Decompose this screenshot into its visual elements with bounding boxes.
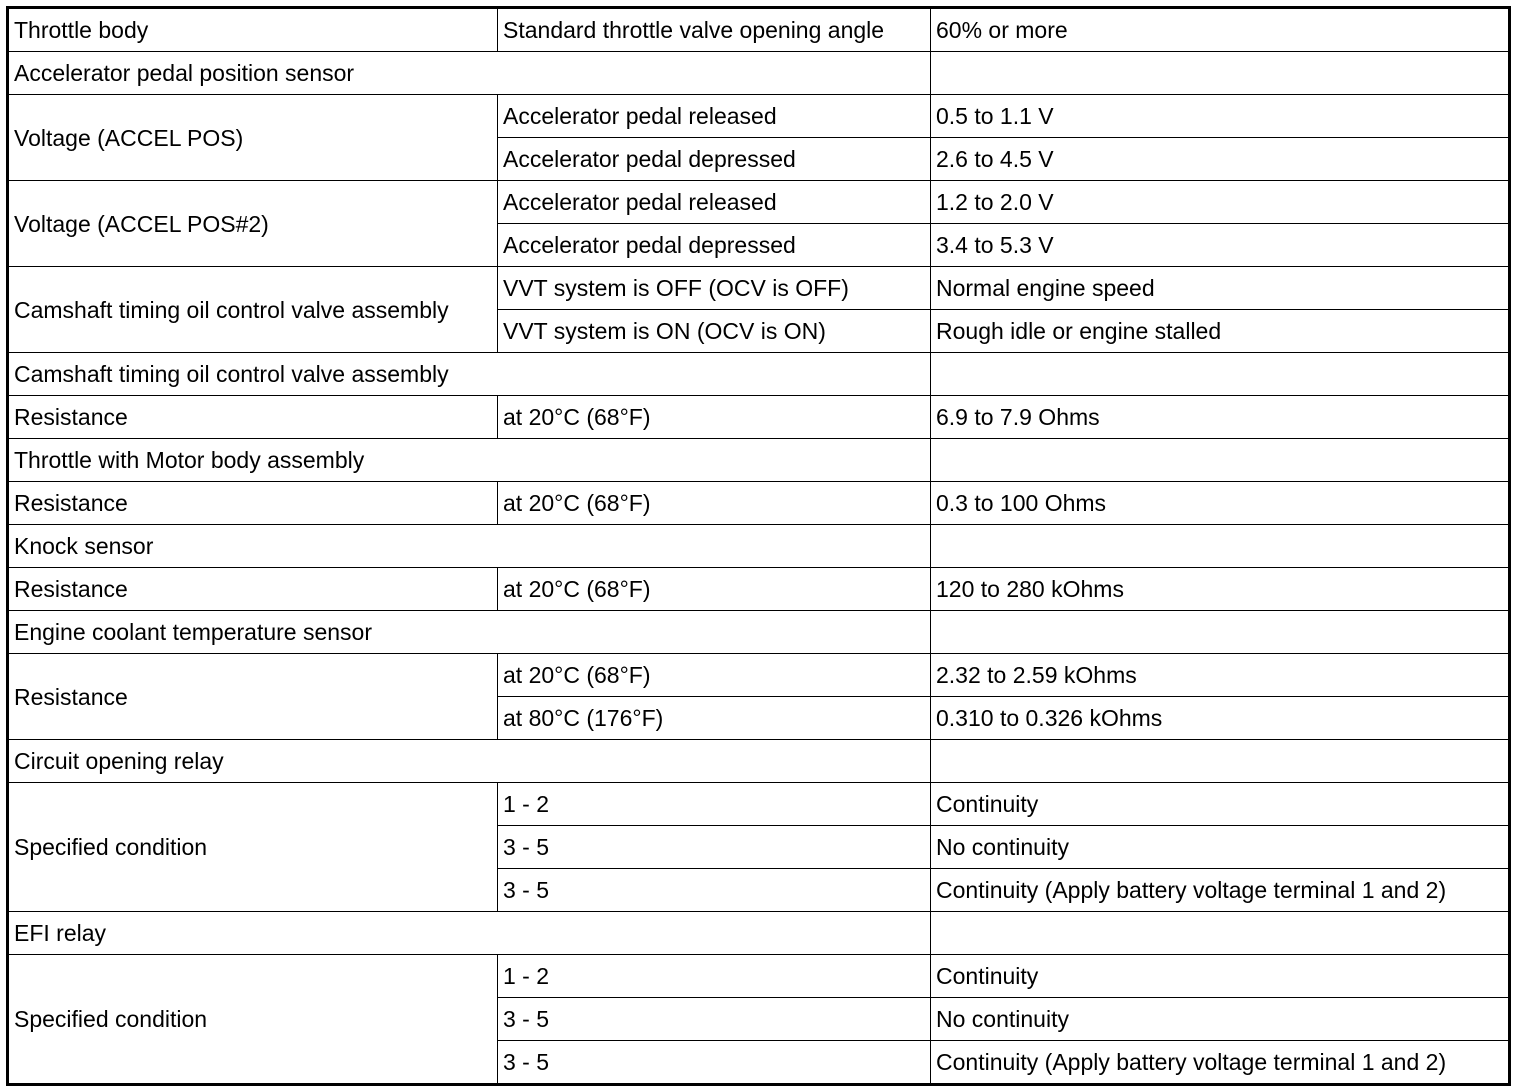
- condition-cell: Accelerator pedal released: [498, 95, 931, 138]
- table-row: [8, 267, 1510, 310]
- section-row: [8, 353, 1510, 396]
- item-name-cell: Resistance: [8, 568, 498, 611]
- value-cell: 3.4 to 5.3 V: [931, 224, 1510, 267]
- table-row: [8, 95, 1510, 138]
- value-cell: 2.6 to 4.5 V: [931, 138, 1510, 181]
- condition-cell: 3 - 5: [498, 1041, 931, 1085]
- condition-cell: 1 - 2: [498, 955, 931, 998]
- section-title-cell: Knock sensor: [8, 525, 931, 568]
- empty-cell: [931, 353, 1510, 396]
- condition-cell: 1 - 2: [498, 783, 931, 826]
- condition-cell: 3 - 5: [498, 826, 931, 869]
- table-row: [8, 8, 1510, 52]
- section-row: [8, 525, 1510, 568]
- value-cell: 0.3 to 100 Ohms: [931, 482, 1510, 525]
- table-row: [8, 181, 1510, 224]
- empty-cell: [931, 525, 1510, 568]
- table-row: [8, 482, 1510, 525]
- empty-cell: [931, 912, 1510, 955]
- condition-cell: Accelerator pedal released: [498, 181, 931, 224]
- table-row: [8, 955, 1510, 998]
- table-row: [8, 568, 1510, 611]
- section-title-cell: EFI relay: [8, 912, 931, 955]
- specification-table: [6, 6, 1511, 1086]
- group-label-cell: Voltage (ACCEL POS): [8, 95, 498, 181]
- item-name-cell: Throttle body: [8, 8, 498, 52]
- group-label-cell: Camshaft timing oil control valve assembly: [8, 267, 498, 353]
- section-row: [8, 912, 1510, 955]
- value-cell: Continuity: [931, 783, 1510, 826]
- item-name-cell: Resistance: [8, 482, 498, 525]
- value-cell: Continuity: [931, 955, 1510, 998]
- section-row: [8, 439, 1510, 482]
- value-cell: 6.9 to 7.9 Ohms: [931, 396, 1510, 439]
- item-name-cell: Resistance: [8, 396, 498, 439]
- section-title-cell: Camshaft timing oil control valve assembly: [8, 353, 931, 396]
- section-title-cell: Throttle with Motor body assembly: [8, 439, 931, 482]
- condition-cell: Accelerator pedal depressed: [498, 138, 931, 181]
- value-cell: No continuity: [931, 826, 1510, 869]
- condition-cell: at 20°C (68°F): [498, 654, 931, 697]
- value-cell: Rough idle or engine stalled: [931, 310, 1510, 353]
- section-row: [8, 740, 1510, 783]
- value-cell: 2.32 to 2.59 kOhms: [931, 654, 1510, 697]
- condition-cell: at 20°C (68°F): [498, 396, 931, 439]
- value-cell: 0.5 to 1.1 V: [931, 95, 1510, 138]
- section-row: [8, 611, 1510, 654]
- section-title-cell: Circuit opening relay: [8, 740, 931, 783]
- value-cell: 1.2 to 2.0 V: [931, 181, 1510, 224]
- group-label-cell: Specified condition: [8, 783, 498, 912]
- table-row: [8, 654, 1510, 697]
- condition-cell: Standard throttle valve opening angle: [498, 8, 931, 52]
- condition-cell: at 20°C (68°F): [498, 568, 931, 611]
- value-cell: 60% or more: [931, 8, 1510, 52]
- group-label-cell: Voltage (ACCEL POS#2): [8, 181, 498, 267]
- empty-cell: [931, 611, 1510, 654]
- condition-cell: VVT system is OFF (OCV is OFF): [498, 267, 931, 310]
- specification-table-body: [8, 8, 1510, 1085]
- group-label-cell: Specified condition: [8, 955, 498, 1085]
- value-cell: Normal engine speed: [931, 267, 1510, 310]
- table-row: [8, 783, 1510, 826]
- condition-cell: at 80°C (176°F): [498, 697, 931, 740]
- condition-cell: VVT system is ON (OCV is ON): [498, 310, 931, 353]
- condition-cell: at 20°C (68°F): [498, 482, 931, 525]
- condition-cell: 3 - 5: [498, 869, 931, 912]
- empty-cell: [931, 439, 1510, 482]
- condition-cell: Accelerator pedal depressed: [498, 224, 931, 267]
- empty-cell: [931, 52, 1510, 95]
- empty-cell: [931, 740, 1510, 783]
- table-row: [8, 396, 1510, 439]
- value-cell: 120 to 280 kOhms: [931, 568, 1510, 611]
- value-cell: 0.310 to 0.326 kOhms: [931, 697, 1510, 740]
- value-cell: No continuity: [931, 998, 1510, 1041]
- section-title-cell: Accelerator pedal position sensor: [8, 52, 931, 95]
- condition-cell: 3 - 5: [498, 998, 931, 1041]
- group-label-cell: Resistance: [8, 654, 498, 740]
- section-title-cell: Engine coolant temperature sensor: [8, 611, 931, 654]
- value-cell: Continuity (Apply battery voltage terminal 1 and 2): [931, 1041, 1510, 1085]
- value-cell: Continuity (Apply battery voltage terminal 1 and 2): [931, 869, 1510, 912]
- section-row: [8, 52, 1510, 95]
